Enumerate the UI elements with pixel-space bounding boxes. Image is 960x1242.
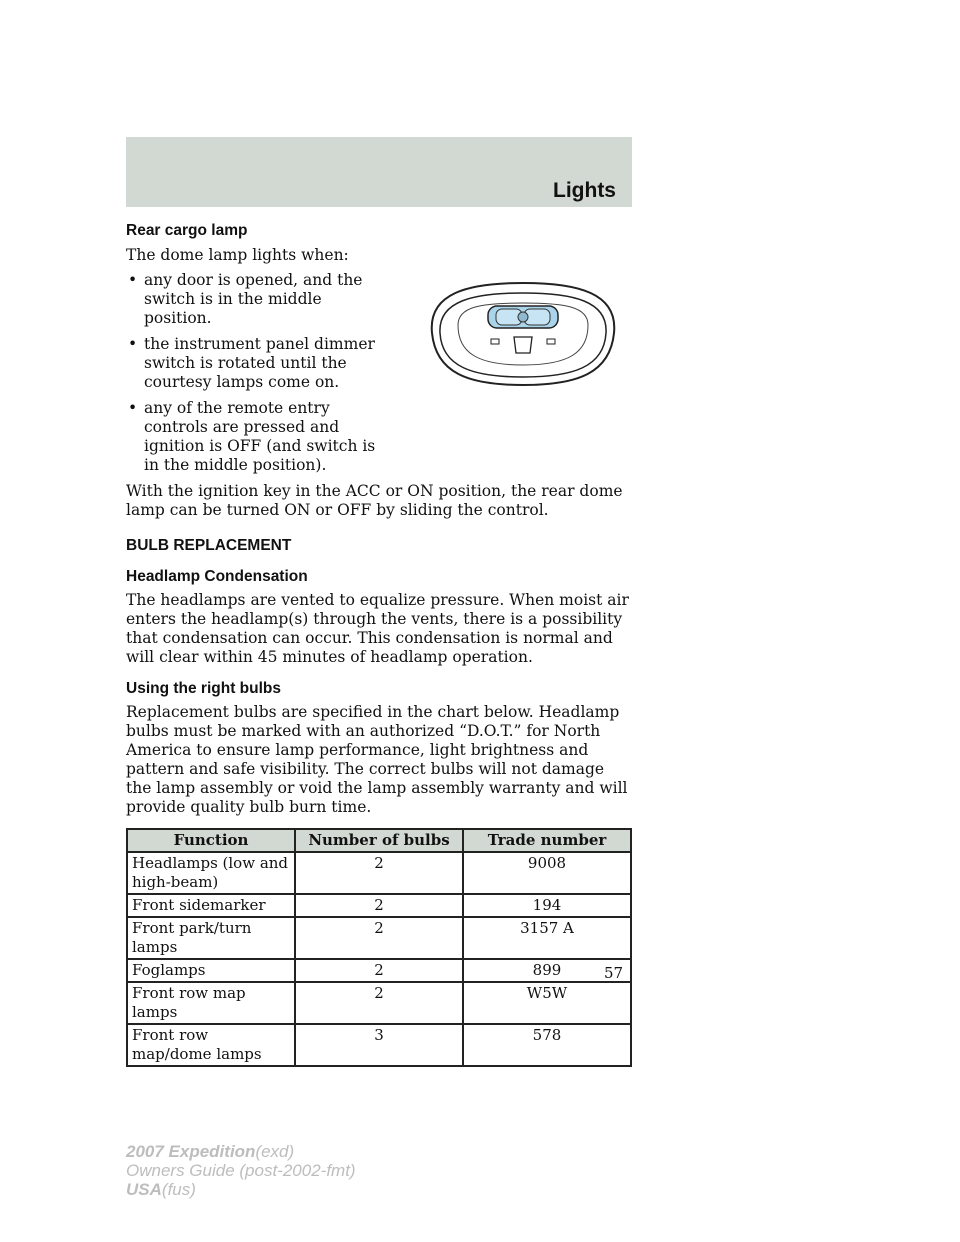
cell-count: 2	[295, 982, 463, 1024]
section-title: Lights	[553, 179, 616, 202]
table-header-row	[127, 829, 631, 852]
cell-function: Foglamps	[127, 959, 295, 982]
page-content	[126, 221, 632, 1067]
cell-count: 2	[295, 959, 463, 982]
bullet-text: any door is opened, and the switch is in the middle position.	[144, 271, 363, 327]
condensation-title: Headlamp Condensation	[126, 568, 308, 585]
cell-trade: 578	[463, 1024, 631, 1066]
cell-trade: 899	[463, 959, 631, 982]
cell-function: Front row map lamps	[127, 982, 295, 1024]
page-number: 57	[604, 964, 624, 982]
condensation-text: The headlamps are vented to equalize pressure. When moist air enters the headlamp(s) through the vents, there is a possibility that condensation can occur. This condensation is normal and will clear within 45 minutes of headlamp operation.	[126, 591, 629, 666]
bulb-table	[126, 828, 632, 1067]
footer	[126, 1142, 356, 1199]
table-row	[127, 959, 631, 982]
dome-lamp-illustration	[418, 273, 628, 391]
footer-market: USA	[126, 1180, 162, 1199]
table-row	[127, 917, 631, 959]
right-bulbs-title: Using the right bulbs	[126, 680, 281, 697]
cell-count: 2	[295, 852, 463, 894]
table-row	[127, 852, 631, 894]
header-trade-number: Trade number	[463, 829, 631, 852]
header-function: Function	[127, 829, 295, 852]
cell-count: 3	[295, 1024, 463, 1066]
rear-cargo-bullets	[126, 271, 386, 475]
cell-count: 2	[295, 894, 463, 917]
table-row	[127, 1024, 631, 1066]
cell-count: 2	[295, 917, 463, 959]
cell-function: Front park/turn lamps	[127, 917, 295, 959]
rear-cargo-title: Rear cargo lamp	[126, 222, 248, 239]
footer-model-code: (exd)	[255, 1142, 295, 1161]
cell-trade: 194	[463, 894, 631, 917]
bullet-text: any of the remote entry controls are pressed and ignition is OFF (and switch is in the middle position).	[144, 399, 376, 474]
rear-cargo-after: With the ignition key in the ACC or ON position, the rear dome lamp can be turned ON or OFF by sliding the control.	[126, 482, 623, 519]
header-number-of-bulbs: Number of bulbs	[295, 829, 463, 852]
footer-guide: Owners Guide (post-2002-fmt)	[126, 1161, 356, 1180]
right-bulbs-text: Replacement bulbs are specified in the chart below. Headlamp bulbs must be marked with an authorized “D.O.T.” for North America to ensure lamp performance, light brightness and pattern and safe visibility. The correct bulbs will not damage the lamp assembly or void the lamp assembly warranty and will provide quality bulb burn time.	[126, 703, 628, 816]
cell-function: Front row map/dome lamps	[127, 1024, 295, 1066]
bullet-icon: •	[128, 335, 138, 353]
footer-market-code: (fus)	[161, 1180, 196, 1199]
bullet-icon: •	[128, 399, 138, 417]
list-item	[126, 335, 386, 392]
section-header-bar	[126, 137, 632, 207]
table-row	[127, 982, 631, 1024]
rear-cargo-intro: The dome lamp lights when:	[126, 246, 349, 264]
cell-trade: 3157 A	[463, 917, 631, 959]
cell-trade: 9008	[463, 852, 631, 894]
rear-cargo-section	[126, 221, 632, 475]
footer-model: 2007 Expedition	[126, 1142, 256, 1161]
bullet-icon: •	[128, 271, 138, 289]
cell-function: Headlamps (low and high-beam)	[127, 852, 295, 894]
bullet-text: the instrument panel dimmer switch is rotated until the courtesy lamps come on.	[144, 335, 375, 391]
bulb-replacement-title: BULB REPLACEMENT	[126, 537, 292, 554]
list-item	[126, 271, 386, 328]
cell-function: Front sidemarker	[127, 894, 295, 917]
cell-trade: W5W	[463, 982, 631, 1024]
list-item	[126, 399, 386, 475]
table-row	[127, 894, 631, 917]
